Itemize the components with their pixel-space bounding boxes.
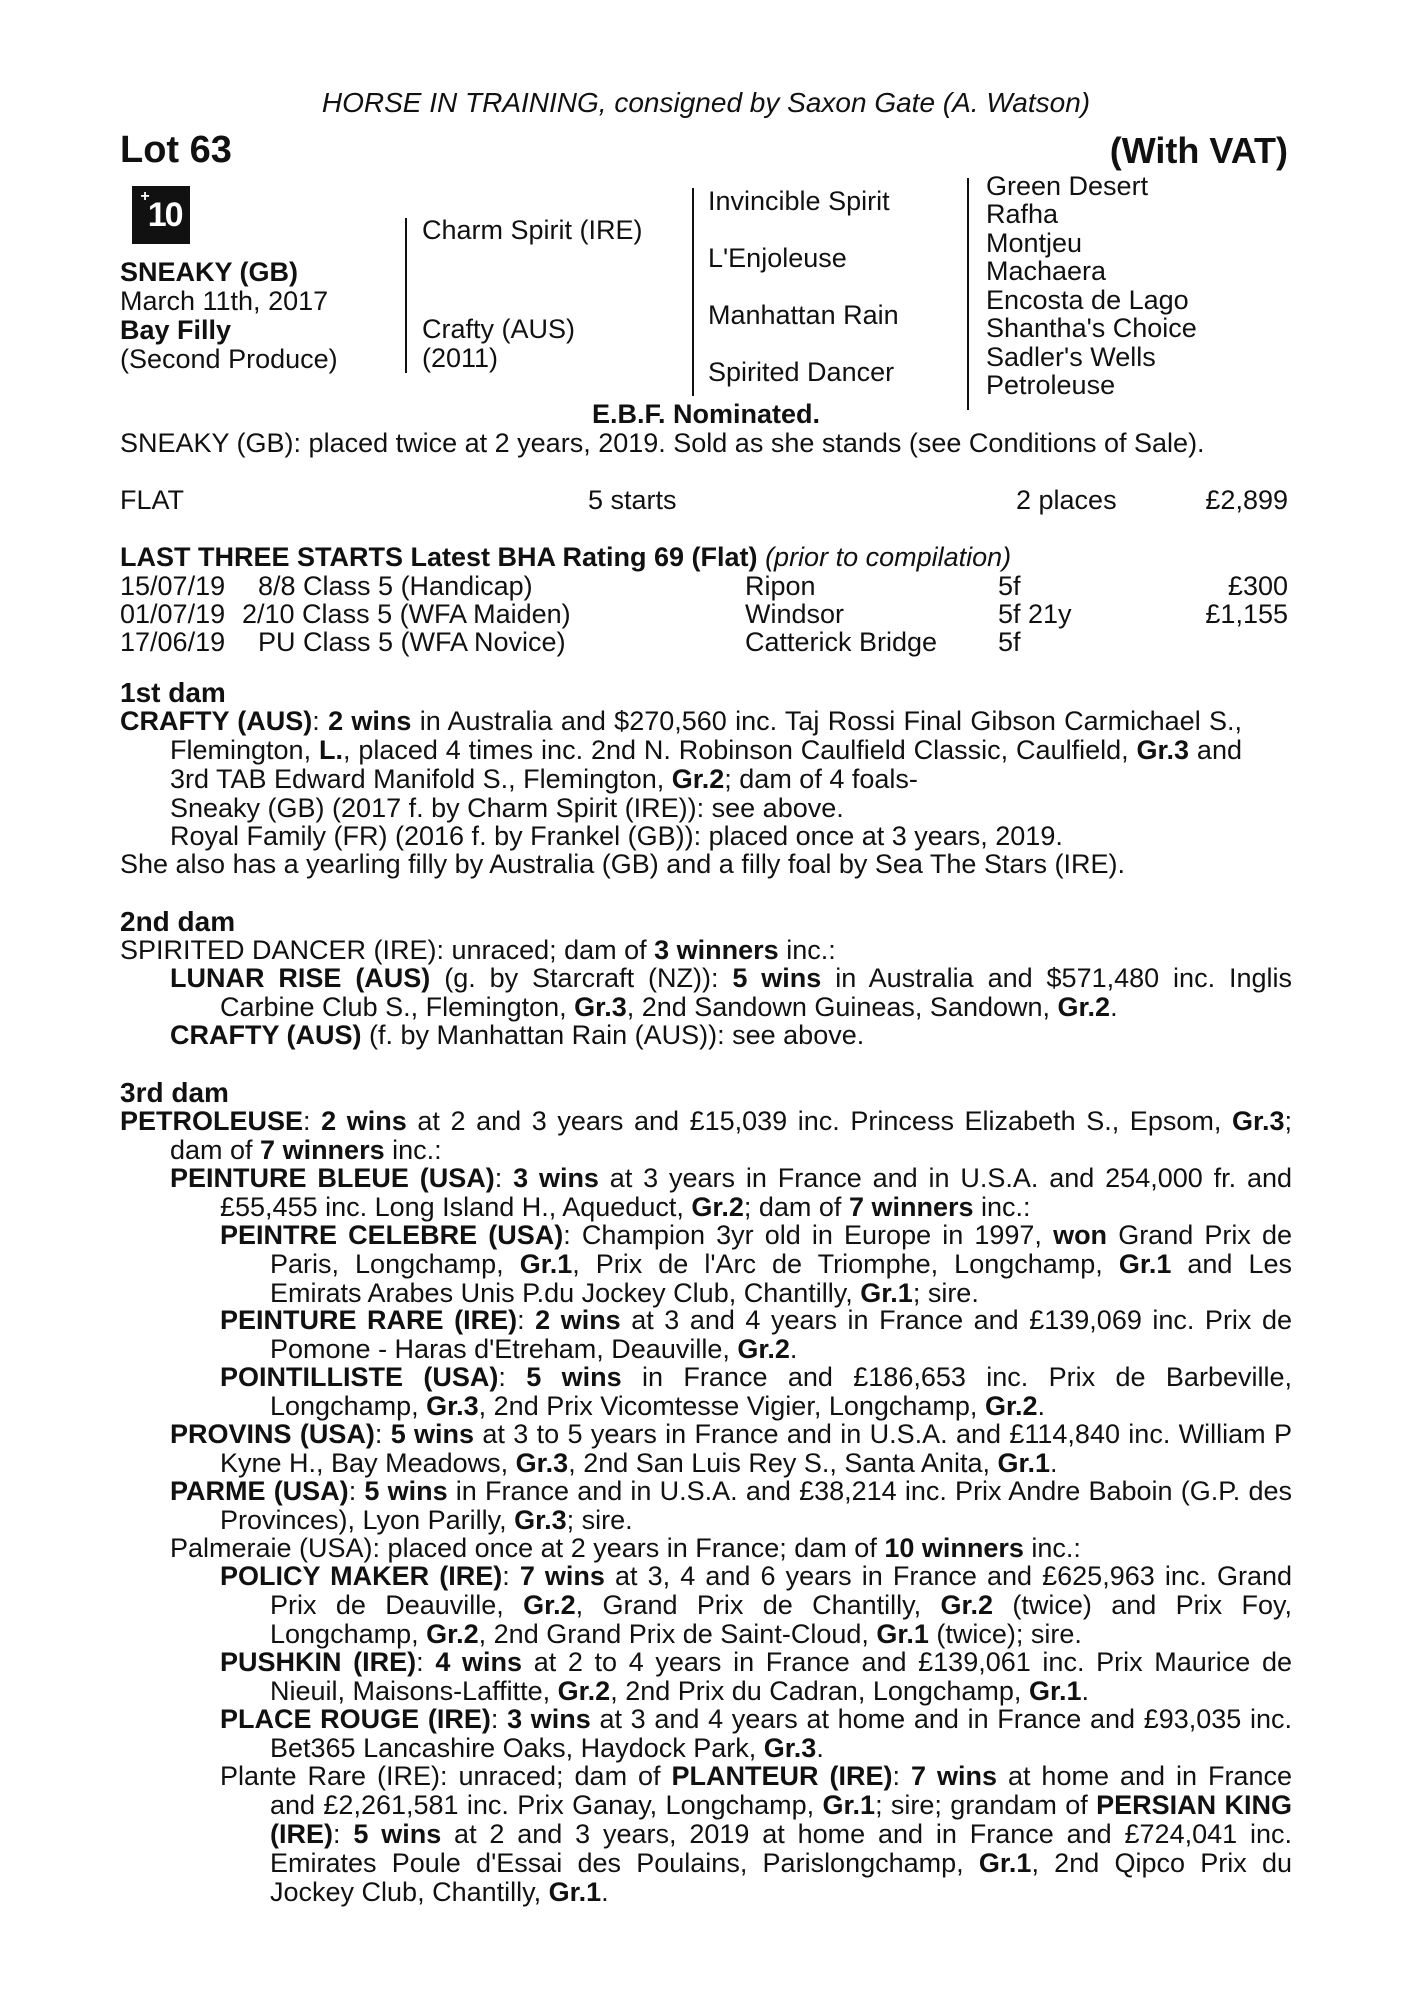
third-dam-progeny: PARME (USA): 5 wins in France and in U.S.A. and £38,214 inc. Prix Andre Baboin (G.P. des Provinces), Lyon Parilly, Gr.3; sire. [170,1476,1292,1535]
pedigree-ggp-2: Rafha [986,199,1059,229]
pedigree-dam-year: (2011) [422,343,499,373]
third-dam-heading: 3rd dam [120,1077,229,1108]
horse-summary: SNEAKY (GB): placed twice at 2 years, 2019. Sold as she stands (see Conditions of Sale). [120,428,1205,458]
start-race: PU Class 5 (WFA Novice) [258,627,566,657]
start-course: Ripon [745,571,816,601]
first-dam-foal: Sneaky (GB) (2017 f. by Charm Spirit (IRE)): see above. [170,793,844,823]
record-prize: £2,899 [1205,485,1288,515]
pedigree-ggp-5: Encosta de Lago [986,285,1189,315]
pedigree-divider-2 [692,188,694,396]
catalogue-header: HORSE IN TRAINING, consigned by Saxon Gate (A. Watson) [321,87,1091,118]
ten-plus-badge-icon: +10 [132,186,190,244]
start-prize: £1,155 [1205,599,1288,629]
third-dam-record: PETROLEUSE: 2 wins at 2 and 3 years and £15,039 inc. Princess Elizabeth S., Epsom, Gr.3; dam of 7 winners inc.: [120,1106,1292,1165]
first-dam-record: CRAFTY (AUS): 2 wins in Australia and $270,560 inc. Taj Rossi Final Gibson Carmichael S., Flemington, L., placed 4 times inc. 2nd N. Robinson Caulfield Classic, Caulfield, Gr.3 and 3rd TAB Edward Manifold S., Flemington, Gr.2; dam of 4 foals- [120,706,1242,794]
pedigree-ggp-1: Green Desert [986,171,1149,201]
third-dam-progeny: PROVINS (USA): 5 wins at 3 to 5 years in France and in U.S.A. and £114,840 inc. William P Kyne H., Bay Meadows, Gr.3, 2nd San Luis Rey S., Santa Anita, Gr.1. [170,1419,1292,1478]
start-race: 2/10 Class 5 (WFA Maiden) [242,599,571,629]
third-dam-grandprogeny: PEINTURE RARE (IRE): 2 wins at 3 and 4 years in France and £139,069 inc. Prix de Pomone - Haras d'Etreham, Deauville, Gr.2. [220,1305,1292,1364]
horse-produce: (Second Produce) [120,344,338,374]
third-dam-grandprogeny: PLACE ROUGE (IRE): 3 wins at 3 and 4 years at home and in France and £93,035 inc. Bet365 Lancashire Oaks, Haydock Park, Gr.3. [220,1704,1293,1763]
start-date: 15/07/19 [120,571,226,601]
pedigree-gp-2: L'Enjoleuse [708,243,847,273]
record-type: FLAT [120,485,185,515]
start-date: 01/07/19 [120,599,226,629]
start-date: 17/06/19 [120,627,226,657]
third-dam-grandprogeny: Plante Rare (IRE): unraced; dam of PLANTEUR (IRE): 7 wins at home and in France and £2,261,581 inc. Prix Ganay, Longchamp, Gr.1; sire; grandam of PERSIAN KING (IRE): 5 wins at 2 and 3 years, 2019 at home and in France and £724,041 inc. Emirates Poule d'Essai des Poulains, Parislongchamp, Gr.1, 2nd Qipco Prix du Jockey Club, Chantilly, Gr.1. [220,1761,1292,1907]
record-starts: 5 starts [588,485,677,515]
ebf-nominated: E.B.F. Nominated. [591,399,821,429]
pedigree-gp-3: Manhattan Rain [708,300,899,330]
last-three-heading: LAST THREE STARTS Latest BHA Rating 69 (Flat) (prior to compilation) [120,542,1012,572]
pedigree-sire: Charm Spirit (IRE) [422,215,643,245]
third-dam-grandprogeny: POLICY MAKER (IRE): 7 wins at 3, 4 and 6 years in France and £625,963 inc. Grand Prix de Deauville, Gr.2, Grand Prix de Chantilly, Gr.2 (twice) and Prix Foy, Longchamp, Gr.2, 2nd Grand Prix de Saint-Cloud, Gr.1 (twice); sire. [220,1561,1292,1649]
vat-status: (With VAT) [1109,130,1288,171]
first-dam-heading: 1st dam [120,677,226,708]
first-dam-foal: Royal Family (FR) (2016 f. by Frankel (GB)): placed once at 3 years, 2019. [170,821,1063,851]
third-dam-progeny: PEINTURE BLEUE (USA): 3 wins at 3 years in France and in U.S.A. and 254,000 fr. and £55,455 inc. Long Island H., Aqueduct, Gr.2; dam of 7 winners inc.: [170,1163,1293,1222]
horse-dob: March 11th, 2017 [120,286,329,316]
pedigree-gp-1: Invincible Spirit [708,186,890,216]
third-dam-progeny: Palmeraie (USA): placed once at 2 years in France; dam of 10 winners inc.: [170,1533,1081,1563]
horse-name: SNEAKY (GB) [120,257,299,287]
start-distance: 5f 21y [998,599,1072,629]
pedigree-ggp-3: Montjeu [986,228,1083,258]
third-dam-grandprogeny: PEINTRE CELEBRE (USA): Champion 3yr old in Europe in 1997, won Grand Prix de Paris, Longchamp, Gr.1, Prix de l'Arc de Triomphe, Longchamp, Gr.1 and Les Emirats Arabes Unis P.du Jockey Club, Chantilly, Gr.1; sire. [220,1220,1293,1308]
second-dam-heading: 2nd dam [120,906,236,937]
pedigree-gp-4: Spirited Dancer [708,357,895,387]
pedigree-divider-1 [405,218,407,373]
start-race: 8/8 Class 5 (Handicap) [258,571,533,601]
pedigree-divider-3 [967,178,969,410]
first-dam-also: She also has a yearling filly by Australia (GB) and a filly foal by Sea The Stars (IRE). [120,849,1125,879]
record-places: 2 places [1016,485,1117,515]
second-dam-progeny: LUNAR RISE (AUS) (g. by Starcraft (NZ)): 5 wins in Australia and $571,480 inc. Inglis Carbine Club S., Flemington, Gr.3, 2nd Sandown Guineas, Sandown, Gr.2. [170,963,1293,1022]
start-distance: 5f [998,627,1021,657]
start-distance: 5f [998,571,1021,601]
horse-sex: Bay Filly [120,315,232,345]
lot-number: Lot 63 [120,129,232,171]
third-dam-grandprogeny: POINTILLISTE (USA): 5 wins in France and £186,653 inc. Prix de Barbeville, Longchamp, Gr.3, 2nd Prix Vicomtesse Vigier, Longchamp, Gr.2. [220,1362,1292,1421]
second-dam-progeny: CRAFTY (AUS) (f. by Manhattan Rain (AUS)): see above. [170,1020,865,1050]
start-prize: £300 [1227,571,1288,601]
second-dam-intro: SPIRITED DANCER (IRE): unraced; dam of 3 winners inc.: [120,935,836,965]
start-course: Windsor [745,599,845,629]
pedigree-ggp-8: Petroleuse [986,370,1116,400]
pedigree-dam: Crafty (AUS) [422,314,576,344]
pedigree-ggp-6: Shantha's Choice [986,313,1197,343]
pedigree-ggp-4: Machaera [986,256,1107,286]
third-dam-grandprogeny: PUSHKIN (IRE): 4 wins at 2 to 4 years in France and £139,061 inc. Prix Maurice de Nieuil, Maisons-Laffitte, Gr.2, 2nd Prix du Cadran, Longchamp, Gr.1. [220,1647,1292,1706]
pedigree-ggp-7: Sadler's Wells [986,342,1156,372]
start-course: Catterick Bridge [745,627,938,657]
